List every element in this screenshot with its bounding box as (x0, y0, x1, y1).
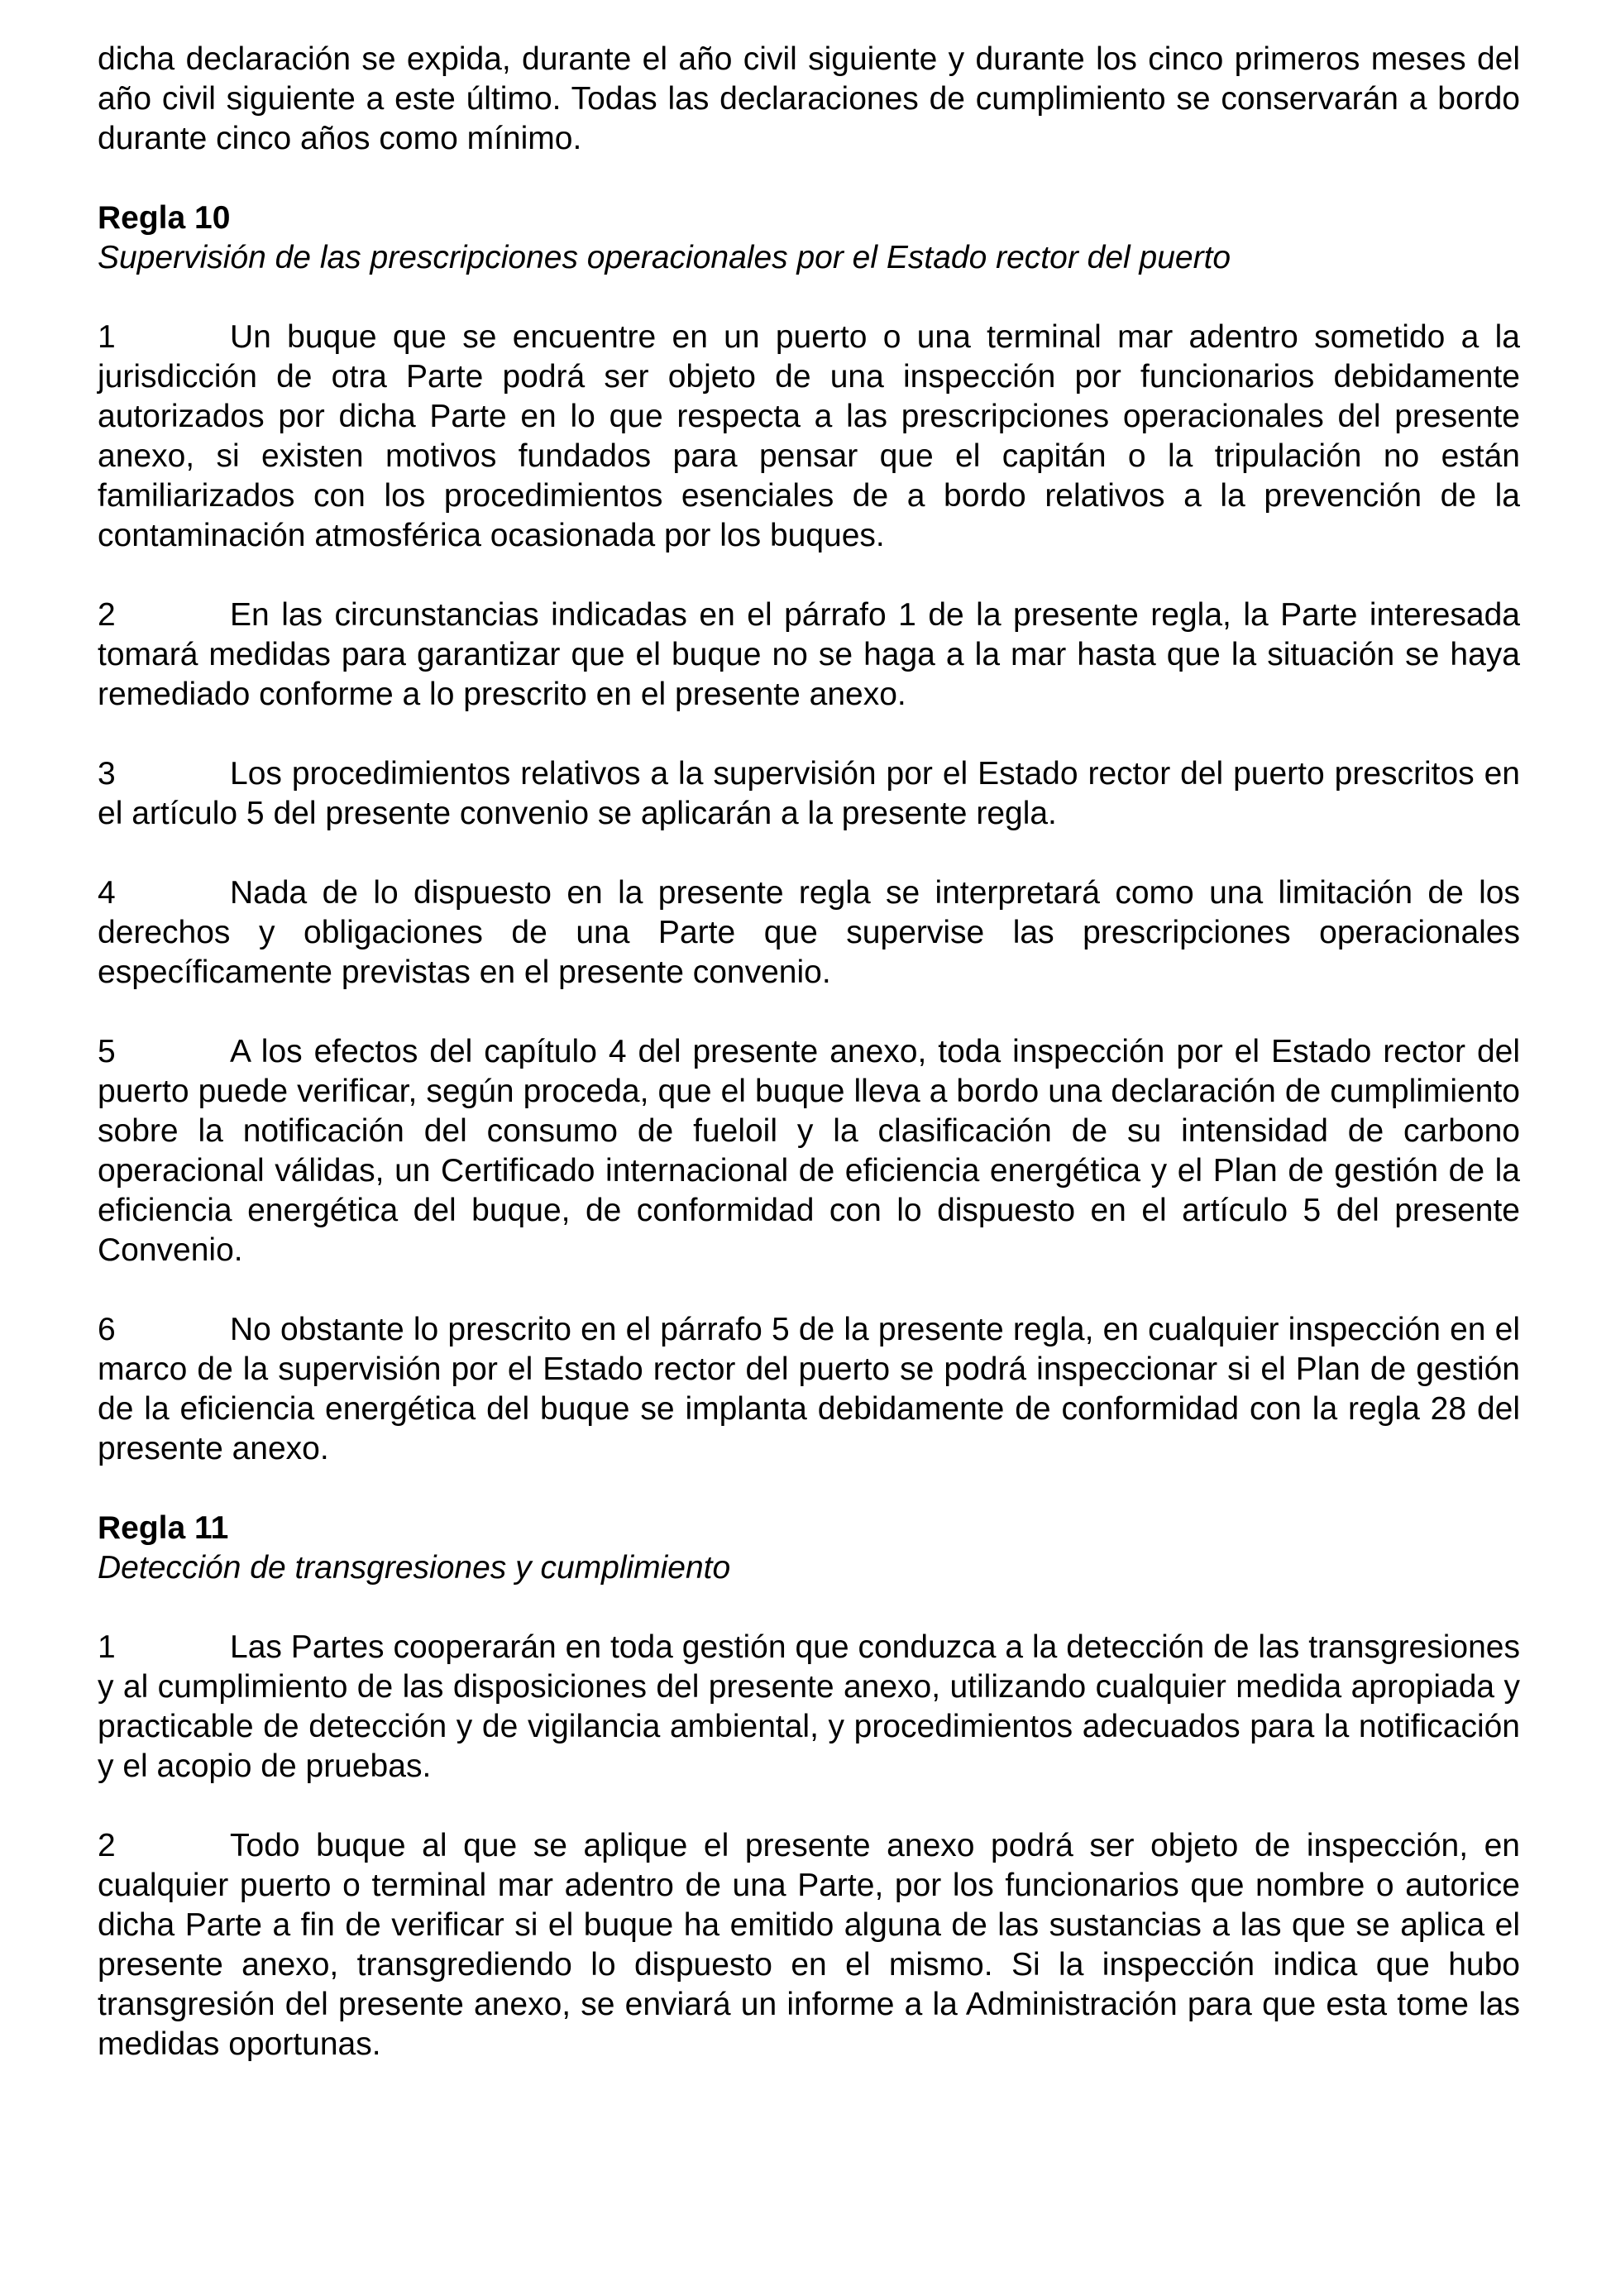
paragraph-text: Todo buque al que se aplique el presente anexo podrá ser objeto de inspección, en cualquier puerto o terminal mar adentro de una Parte, por los funcionarios que nombre o autorice dicha Parte a fin de verificar si el buque ha emitido alguna de las sustancias a las que se aplica el presente anexo, transgrediendo lo dispuesto en el mismo. Si la inspección indica que hubo transgresión del presente anexo, se enviará un informe a la Administración para que esta tome las medidas oportunas. (98, 1828, 1520, 2062)
rule-11-paragraph-2 (98, 1826, 1520, 2064)
paragraph-text: Nada de lo dispuesto en la presente regla se interpretará como una limitación de los derechos y obligaciones de una Parte que supervise las prescripciones operacionales específicamente previstas en el presente convenio. (98, 875, 1520, 990)
paragraph-text: No obstante lo prescrito en el párrafo 5 de la presente regla, en cualquier inspección en el marco de la supervisión por el Estado rector del puerto se podrá inspeccionar si el Plan de gestión de la eficiencia energética del buque se implanta debidamente de conformidad con la regla 28 del presente anexo. (98, 1312, 1520, 1466)
rule-11-title: Regla 11 (98, 1510, 229, 1546)
rule-10-paragraph-3 (98, 754, 1520, 834)
paragraph-text: En las circunstancias indicadas en el párrafo 1 de la presente regla, la Parte interesada tomará medidas para garantizar que el buque no se haga a la mar hasta que la situación se haya remediado conforme a lo prescrito en el presente anexo. (98, 597, 1520, 712)
rule-10-paragraph-6 (98, 1310, 1520, 1469)
paragraph-number: 1 (98, 1629, 116, 1665)
paragraph-number: 5 (98, 1034, 116, 1069)
intro-paragraph: dicha declaración se expida, durante el año civil siguiente y durante los cinco primeros meses del año civil siguiente a este último. Todas las declaraciones de cumplimiento se conservarán a bordo durante cinco años como mínimo. (98, 41, 1520, 156)
paragraph-text: Un buque que se encuentre en un puerto o una terminal mar adentro sometido a la jurisdicción de otra Parte podrá ser objeto de una inspección por funcionarios debidamente autorizados por dicha Parte en lo que respecta a las prescripciones operacionales del presente anexo, si existen motivos fundados para pensar que el capitán o la tripulación no están familiarizados con los procedimientos esenciales de a bordo relativos a la prevención de la contaminación atmosférica ocasionada por los buques. (98, 319, 1520, 553)
rule-11-subtitle: Detección de transgresiones y cumplimiento (98, 1550, 731, 1586)
rule-10-paragraph-1 (98, 318, 1520, 556)
paragraph-number: 4 (98, 875, 116, 911)
paragraph-number: 1 (98, 319, 116, 355)
document-page (98, 40, 1520, 2104)
rule-10-paragraph-5 (98, 1032, 1520, 1270)
rule-10-paragraph-2 (98, 596, 1520, 715)
paragraph-text: Los procedimientos relativos a la supervisión por el Estado rector del puerto prescritos en el artículo 5 del presente convenio se aplicarán a la presente regla. (98, 756, 1520, 831)
paragraph-number: 2 (98, 1828, 116, 1863)
rule-10-subtitle: Supervisión de las prescripciones operacionales por el Estado rector del puerto (98, 240, 1231, 275)
rule-11-paragraph-1 (98, 1628, 1520, 1787)
paragraph-number: 6 (98, 1312, 116, 1347)
rule-10-title: Regla 10 (98, 200, 231, 236)
paragraph-text: Las Partes cooperarán en toda gestión que conduzca a la detección de las transgresiones y al cumplimiento de las disposiciones del presente anexo, utilizando cualquier medida apropiada y practicable de detección y de vigilancia ambiental, y procedimientos adecuados para la notificación y el acopio de pruebas. (98, 1629, 1520, 1784)
paragraph-number: 3 (98, 756, 116, 792)
paragraph-text: A los efectos del capítulo 4 del presente anexo, toda inspección por el Estado rector del puerto puede verificar, según proceda, que el buque lleva a bordo una declaración de cumplimiento sobre la notificación del consumo de fueloil y la clasificación de su intensidad de carbono operacional válidas, un Certificado internacional de eficiencia energética y el Plan de gestión de la eficiencia energética del buque, de conformidad con lo dispuesto en el artículo 5 del presente Convenio. (98, 1034, 1520, 1268)
rule-10-paragraph-4 (98, 873, 1520, 993)
paragraph-number: 2 (98, 597, 116, 633)
